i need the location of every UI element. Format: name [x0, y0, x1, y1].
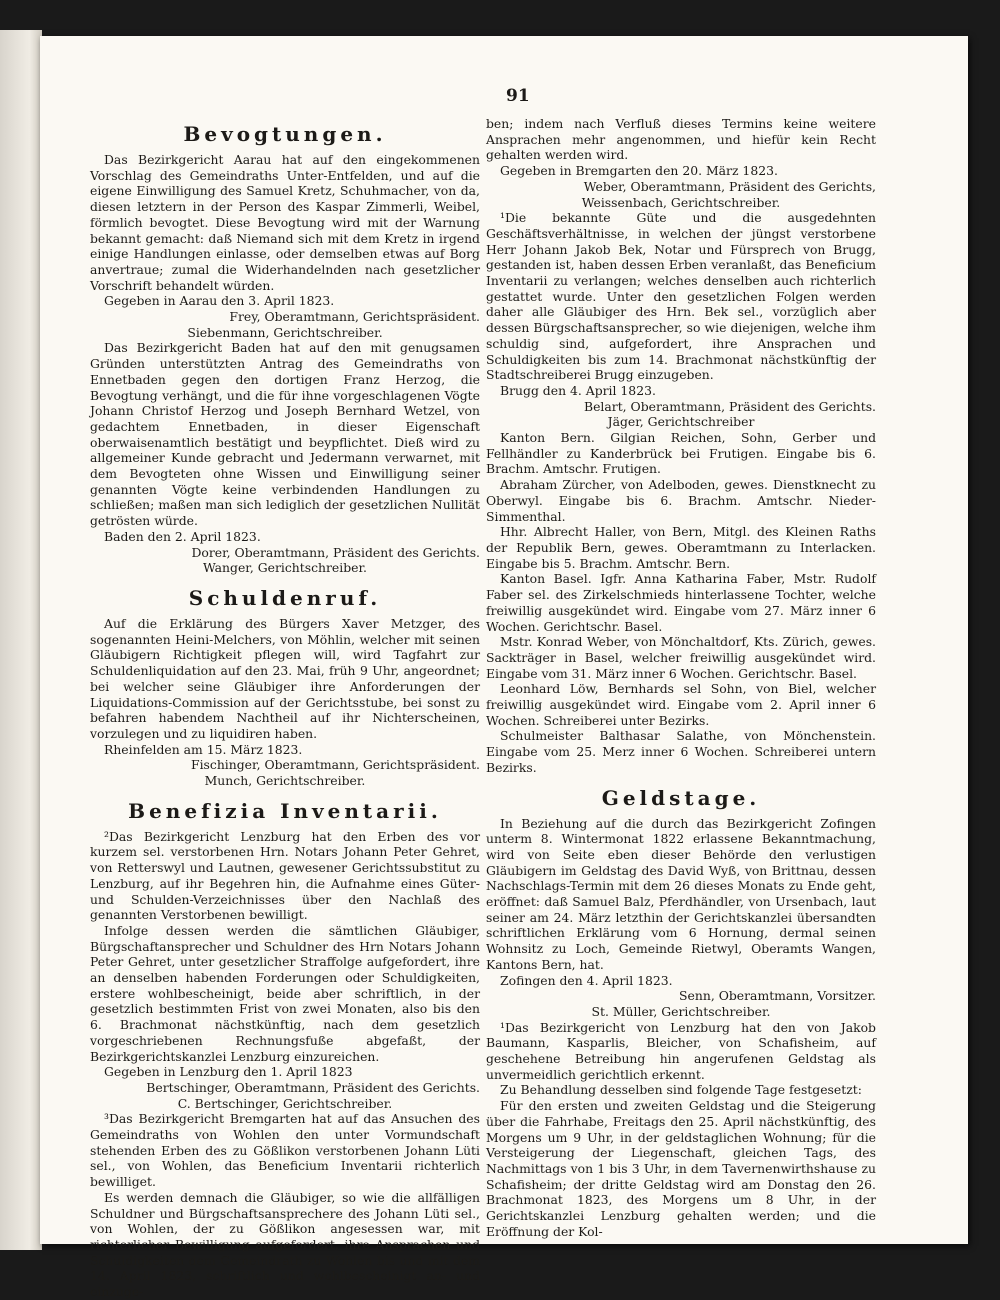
entry-kanton-bern-reichen: Kanton Bern. Gilgian Reichen, Sohn, Gerber und Fellhändler zu Kanderbrück bei Frutigen. Eingabe bis 6. Brachm. Amtschr. Frutigen. [486, 430, 876, 477]
signature-brugg-clerk: Jäger, Gerichtschreiber [607, 414, 755, 430]
dateline-brugg: Brugg den 4. April 1823. [500, 382, 656, 398]
signature-baden-clerk: Wanger, Gerichtschreiber. [202, 560, 367, 576]
heading-bevogtungen: Bevogtungen. [183, 122, 387, 146]
notice-zofingen: In Beziehung auf die durch das Bezirkgericht Zofingen unterm 8. Wintermonat 1822 erlassene Bekanntmachung, wird von Seite eben dieser Behörde den verlustigen Gläubigern im Geldstag des David Wyß, von Brittnau, dessen Nachschlags-Termin mit dem 26 dieses Monats zu Ende geht, eröffnet: daß Samuel Balz, Pferdhändler, von Ursenbach, laut seiner am 24. März letzthin der Gerichtskanzlei übersandten schriftlichen Erklärung vom 6 Hornung, dermal seinen Wohnsitz zu Loch, Gemeinde Rietwyl, Oberamts Wangen, Kantons Bern, hat. [486, 815, 876, 972]
signature-aarau-president: Frey, Oberamtmann, Gerichtspräsident. [229, 309, 480, 325]
notice-lenzburg-baumann-schedule: Für den ersten und zweiten Geldstag und die Steigerung über die Fahrhabe, Freitags den 25. April nächstkünftig, des Morgens um 9 Uhr, in der geldstaglichen Wohnung; für die Versteigerung der Liegenschaft, gleichen Tags, des Nachmittags von 1 bis 3 Uhr, in dem Tavernenwirthshause zu Schafisheim; der dritte Geldstag wird am Donstag den 26. Brachmonat 1823, des Morgens um 8 Uhr, in der Gerichtskanzlei Lenzburg gehalten werden; und die Eröffnung der Kol- [486, 1098, 876, 1239]
signature-bremgarten-clerk: Weissenbach, Gerichtschreiber. [581, 194, 781, 210]
entry-zuercher: Abraham Zürcher, von Adelboden, gewes. Dienstknecht zu Oberwyl. Eingabe bis 6. Brachm. Amtschr. Nieder-Simmenthal. [486, 477, 876, 524]
heading-benefizia-inventarii: Benefizia Inventarii. [128, 798, 442, 823]
entry-weber: Mstr. Konrad Weber, von Mönchaltdorf, Kts. Zürich, gewes. Sackträger in Basel, welcher freiwillig ausgekündet wird. Eingabe vom 31. März inner 6 Wochen. Gerichtschr. Basel. [486, 634, 876, 681]
notice-lenzburg-gehret-creditors: Infolge dessen werden die sämtlichen Gläubiger, Bürgschaftansprecher und Schuldner des Hrn Notars Johann Peter Gehret, unter gesetzlicher Straffolge aufgefordert, ihre an denselben habenden Forderungen oder Schuldigkeiten, erstere wohlbescheinigt, beide aber schriftlich, in der gesetzlich bestimmten Frist von zwei Monaten, also bis den 6. Brachmonat nächstkünftig, nach dem gesetzlich vorgeschriebenen Rechnungsfuße abgefaßt, der Bezirkgerichtskanzlei Lenzburg einzureichen. [90, 922, 480, 1064]
notice-bremgarten: ³Das Bezirkgericht Bremgarten hat auf das Ansuchen des Gemeindraths von Wohlen den unter Vormundschaft stehenden Erben des zu Gößlikon verstorbenen Johann Lüti sel., von Wohlen, das Beneficium Inventarii richterlich bewilliget. [90, 1111, 480, 1190]
dateline-bremgarten: Gegeben in Bremgarten den 20. März 1823. [500, 163, 778, 179]
heading-schuldenruf: Schuldenruf. [188, 585, 382, 610]
signature-rheinfelden-clerk: Munch, Gerichtschreiber. [204, 773, 366, 789]
notice-brugg: ¹Die bekannte Güte und die ausgedehnten Geschäftsverhältnisse, in welchen der jüngst verstorbene Herr Johann Jakob Bek, Notar und Fürsprech von Brugg, gestanden ist, haben dessen Erben veranlaßt, das Beneficium Inventarii zu verlangen; welches denselben auch richterlich gestattet wurde. Unter den gesetzlichen Folgen werden daher alle Gläubiger des Hrn. Bek sel., vorzüglich aber dessen Bürgschaftsansprecher, so wie diejenigen, welche ihm schuldig sind, aufgefordert, ihre Ansprachen und Schuldigkeiten bis zum 14. Brachmonat nächstkünftig der Stadtschreiberei Brugg einzugeben. [486, 210, 876, 383]
left-column [90, 120, 480, 1300]
entry-loew: Leonhard Löw, Bernhards sel Sohn, von Biel, welcher freiwillig ausgekündet wird. Eingabe vom 2. April inner 6 Wochen. Schreiberei unter Bezirks. [486, 681, 876, 728]
right-column [486, 116, 876, 1240]
dateline-lenzburg: Gegeben in Lenzburg den 1. April 1823 [104, 1064, 353, 1080]
notice-lenzburg-baumann-dates: Zu Behandlung desselben sind folgende Tage festgesetzt: [500, 1082, 862, 1098]
signature-rheinfelden-president: Fischinger, Oberamtmann, Gerichtspräsident. [190, 757, 480, 773]
notice-bremgarten-continued: ben; indem nach Verfluß dieses Termins keine weitere Ansprachen mehr angenommen, und hiefür kein Recht gehalten werden wird. [486, 116, 876, 163]
heading-geldstage: Geldstage. [601, 785, 761, 810]
document-page [40, 36, 968, 1300]
notice-lenzburg-gehret: ²Das Bezirkgericht Lenzburg hat den Erben des vor kurzem sel. verstorbenen Hrn. Notars Johann Peter Gehret, von Retterswyl und Lautnen, gewesener Gerichtssubstitut zu Lenzburg, auf ihr Begehren hin, die Aufnahme eines Güter- und Schulden-Verzeichnisses über den Nachlaß des genannten Verstorbenen bewilligt. [90, 828, 480, 923]
signature-baden-president: Dorer, Oberamtmann, Präsident des Gerichts. [191, 544, 480, 560]
notice-aarau: Das Bezirkgericht Aarau hat auf den eingekommenen Vorschlag des Gemeindraths Unter-Entfelden, und auf die eigene Einwilligung des Samuel Kretz, Schuhmacher, von da, diesen letztern in der Person des Kaspar Zimmerli, Weibel, förmlich bevogtet. Diese Bevogtung wird mit der Warnung bekannt gemacht: daß Niemand sich mit dem Kretz in irgend einige Handlungen einlasse, oder demselben etwas auf Borg anvertraue; zumal die Widerhandelnden nach gesetzlicher Vorschrift behandelt würden. [90, 152, 480, 293]
notice-bremgarten-creditors: Es werden demnach die Gläubiger, so wie die allfälligen Schuldner und Bürgschaftsansprechere des Johann Lüti sel., von Wohlen, der zu Gößlikon angesessen war, mit richterlicher Bewilligung aufgefordert, ihre Ansprachen und Schuldigkeiten dem Gemeindrath zu Wohlen bis und mit dem 14. April 1823, schriftlich und wohlbescheinigt an- und einzuge- [90, 1189, 480, 1300]
dateline-rheinfelden: Rheinfelden am 15. März 1823. [104, 741, 303, 757]
signature-aarau-clerk: Siebenmann, Gerichtschreiber. [187, 324, 383, 340]
signature-bremgarten-president: Weber, Oberamtmann, Präsident des Gerichts, [583, 178, 876, 194]
signature-brugg-president: Belart, Oberamtmann, Präsident des Gerichts. [583, 398, 876, 414]
dateline-zofingen: Zofingen den 4. April 1823. [500, 972, 673, 988]
dateline-baden: Baden den 2. April 1823. [104, 528, 261, 544]
signature-zofingen-chair: Senn, Oberamtmann, Vorsitzer. [679, 988, 876, 1004]
dateline-aarau: Gegeben in Aarau den 3. April 1823. [104, 293, 335, 309]
signature-lenzburg-clerk: C. Bertschinger, Gerichtschreiber. [177, 1095, 393, 1111]
entry-haller: Hhr. Albrecht Haller, von Bern, Mitgl. des Kleinen Raths der Republik Bern, gewes. Oberamtmann zu Interlacken. Eingabe bis 5. Brachm. Amtschr. Bern. [486, 524, 876, 571]
notice-baden: Das Bezirkgericht Baden hat auf den mit genugsamen Gründen unterstützten Antrag des Gemeindraths von Ennetbaden gegen den dortigen Franz Herzog, die Bevogtung verhängt, und die für ihne vorgeschlagenen Vögte Johann Christof Herzog und Joseph Bernhard Wetzel, von gedachtem Ennetbaden, in dieser Eigenschaft oberwaisenamtlich bestätigt und beypflichtet. Dieß wird zu allgemeiner Kunde gebracht und Jedermann verwarnet, mit dem Bevogteten ohne Wissen und Einwilligung seiner genannten Vögte keine verbindenden Handlungen zu schließen; maßen man sich lediglich der gesetzlichen Nullität getrösten würde. [90, 340, 480, 529]
entry-salathe: Schulmeister Balthasar Salathe, von Mönchenstein. Eingabe vom 25. Merz inner 6 Wochen. Schreiberei untern Bezirks. [486, 728, 876, 775]
notice-lenzburg-baumann: ¹Das Bezirkgericht von Lenzburg hat den von Jakob Baumann, Kasparlis, Bleicher, von Schafisheim, auf geschehene Betreibung hin angerufenen Geldstag als unvermeidlich gerichtlich erkennt. [486, 1019, 876, 1082]
signature-lenzburg-president: Bertschinger, Oberamtmann, Präsident des Gerichts. [146, 1079, 480, 1095]
signature-zofingen-clerk: St. Müller, Gerichtschreiber. [591, 1003, 771, 1019]
adjacent-page-edge [0, 30, 42, 1250]
notice-rheinfelden: Auf die Erklärung des Bürgers Xaver Metzger, des sogenannten Heini-Melchers, von Möhlin, welcher mit seinen Gläubigern Richtigkeit pflegen will, wird Tagfahrt zur Schuldenliquidation auf den 23. Mai, früh 9 Uhr, angeordnet; bei welcher seine Gläubiger ihre Anforderungen der Liquidations-Commission auf der Gerichtsstube, bei sonst zu befahren habendem Nachtheil auf ihr Nichterscheinen, vorzulegen und zu liquidiren haben. [90, 615, 480, 741]
page-number: 91 [506, 86, 530, 106]
entry-kanton-basel-faber: Kanton Basel. Igfr. Anna Katharina Faber, Mstr. Rudolf Faber sel. des Zirkelschmieds hinterlassene Tochter, welche freiwillig ausgekündet wird. Eingabe vom 27. März inner 6 Wochen. Gerichtschr. Basel. [486, 571, 876, 634]
